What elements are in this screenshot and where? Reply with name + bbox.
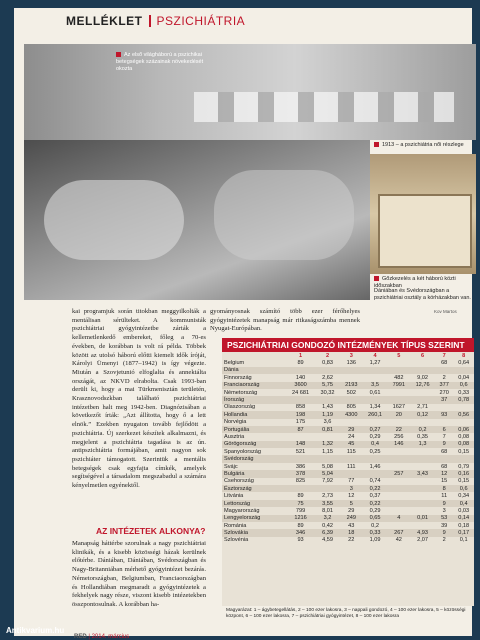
- value-cell: [387, 448, 410, 455]
- table-row: [222, 485, 474, 492]
- value-cell: 256: [394, 433, 404, 440]
- value-cell: [410, 463, 435, 470]
- table-row: [222, 441, 474, 448]
- value-cell: 346: [286, 529, 315, 536]
- table-header-cell: 6: [421, 352, 425, 359]
- value-cell: 93: [435, 411, 453, 418]
- value-cell: 24: [348, 433, 355, 440]
- value-cell: 0,74: [369, 478, 381, 485]
- value-cell: 0,33: [458, 389, 470, 396]
- value-cell: [286, 485, 315, 492]
- value-cell: 115: [346, 448, 356, 455]
- value-cell: 2193: [340, 382, 363, 389]
- value-cell: 89: [297, 522, 304, 529]
- country-cell: Németország: [224, 389, 258, 396]
- value-cell: 39: [441, 522, 448, 529]
- value-cell: [286, 396, 315, 403]
- table-row: [222, 500, 474, 507]
- table-row: [222, 455, 474, 462]
- value-cell: 0,6: [453, 382, 474, 389]
- table-row: [222, 382, 474, 389]
- value-cell: 0,6: [453, 485, 474, 492]
- value-cell: 4,93: [410, 529, 435, 536]
- value-cell: [453, 419, 474, 426]
- value-cell: 2: [442, 374, 446, 381]
- country-cell: Olaszország: [224, 404, 256, 411]
- table-row: [222, 374, 474, 381]
- value-cell: 2,73: [322, 493, 333, 500]
- value-cell: [340, 396, 363, 403]
- table-header-cell: 2: [325, 352, 330, 359]
- value-cell: 386: [295, 463, 306, 470]
- value-cell: 9: [435, 500, 453, 507]
- value-cell: 3,2: [315, 515, 340, 522]
- table-row: [222, 522, 474, 529]
- value-cell: 377: [435, 382, 453, 389]
- data-table: [222, 352, 474, 544]
- table-note: Magyarázat: 1 – ágybetegellátás, 2 – 100 ezer lakosra, 3 – nappali gondozó, 4 – 100 ezer lakosra, 5 – közösségi központ, 6 – 100 ezer lakosra, 7 – pszichiátriai gyógyintézet, 8 – 100 ezer lakosra: [226, 608, 466, 619]
- table-row: [222, 515, 474, 522]
- country-cell: Portugália: [222, 426, 286, 433]
- value-cell: [387, 507, 410, 514]
- value-cell: 5,75: [315, 382, 340, 389]
- country-cell: Lengyelország: [222, 515, 286, 522]
- value-cell: 1,09: [369, 537, 381, 544]
- table-row: [222, 507, 474, 514]
- value-cell: 3: [442, 507, 446, 514]
- value-cell: [410, 359, 435, 366]
- value-cell: [387, 389, 410, 396]
- value-cell: [387, 419, 410, 426]
- table-row: [222, 537, 474, 544]
- value-cell: 18: [340, 529, 363, 536]
- value-cell: [410, 522, 435, 529]
- table-row: [222, 396, 474, 403]
- value-cell: [387, 500, 410, 507]
- value-cell: [453, 367, 474, 374]
- value-cell: [363, 470, 388, 477]
- photo-steam-treatment: [370, 154, 476, 274]
- value-cell: 0,34: [458, 493, 470, 500]
- table-title: PSZICHIÁTRIAI GONDOZÓ INTÉZMÉNYEK TÍPUS SZERINT: [222, 338, 474, 352]
- value-cell: 4,59: [322, 537, 333, 544]
- table-row: [222, 411, 474, 418]
- value-cell: 4300: [340, 411, 363, 418]
- topic-label: PSZICHIÁTRIA: [156, 14, 246, 28]
- country-cell: Svédország: [222, 455, 286, 462]
- value-cell: 68: [441, 360, 448, 367]
- value-cell: 136: [346, 360, 356, 367]
- value-cell: 6: [435, 426, 453, 433]
- value-cell: [410, 367, 435, 374]
- value-cell: 3,55: [315, 500, 340, 507]
- value-cell: 825: [295, 478, 306, 485]
- country-cell: Görögország: [222, 441, 286, 448]
- value-cell: 8,01: [322, 507, 333, 514]
- value-cell: 0,01: [410, 515, 435, 522]
- value-cell: 0,4: [363, 441, 388, 448]
- value-cell: 89: [297, 360, 304, 367]
- table-row: [222, 367, 474, 374]
- value-cell: [387, 522, 410, 529]
- value-cell: 0,17: [453, 529, 474, 536]
- value-cell: 89: [297, 493, 304, 500]
- value-cell: 12,76: [410, 382, 435, 389]
- value-cell: [363, 396, 388, 403]
- value-cell: 22: [387, 426, 410, 433]
- value-cell: 0,15: [458, 448, 470, 455]
- value-cell: [363, 367, 388, 374]
- header-divider: [149, 15, 151, 27]
- value-cell: 0,56: [453, 411, 474, 418]
- value-cell: 1,46: [369, 463, 381, 470]
- value-cell: [387, 478, 410, 485]
- value-cell: 1,32: [315, 441, 340, 448]
- value-cell: 1,27: [369, 360, 381, 367]
- value-cell: [410, 419, 435, 426]
- value-cell: 0,1: [459, 537, 468, 544]
- value-cell: 270: [439, 389, 449, 396]
- value-cell: 53: [435, 515, 453, 522]
- value-cell: [340, 470, 363, 477]
- value-cell: 9: [435, 529, 453, 536]
- value-cell: 198: [286, 411, 315, 418]
- value-cell: 175: [295, 419, 306, 426]
- value-cell: [410, 500, 435, 507]
- table-row: [222, 470, 474, 477]
- value-cell: 5: [340, 500, 363, 507]
- value-cell: 77: [348, 478, 355, 485]
- value-cell: [410, 485, 435, 492]
- country-cell: Litvánia: [224, 493, 244, 500]
- table-header-cell: 1: [299, 352, 303, 359]
- value-cell: 4: [387, 515, 410, 522]
- value-cell: 43: [348, 522, 355, 529]
- value-cell: [387, 463, 410, 470]
- value-cell: 2,62: [322, 374, 333, 381]
- value-cell: 37: [435, 396, 453, 403]
- photo-ward-nurses: [24, 44, 476, 140]
- value-cell: 0,12: [410, 411, 435, 418]
- value-cell: 140: [295, 374, 306, 381]
- value-cell: 0,25: [369, 448, 381, 455]
- value-cell: 3600: [286, 382, 315, 389]
- value-cell: 0,04: [458, 374, 470, 381]
- section-label: MELLÉKLET: [66, 14, 143, 28]
- value-cell: 799: [295, 507, 306, 514]
- table-header-cell: 8: [462, 352, 466, 359]
- value-cell: [340, 455, 363, 462]
- value-cell: 0,2: [371, 522, 379, 529]
- value-cell: [340, 374, 363, 381]
- value-cell: 378: [286, 470, 315, 477]
- value-cell: 0,03: [458, 507, 470, 514]
- value-cell: 146: [387, 441, 410, 448]
- value-cell: 20: [387, 411, 410, 418]
- value-cell: 1,19: [315, 411, 340, 418]
- country-cell: Finnország: [224, 374, 252, 381]
- value-cell: 0,08: [458, 433, 470, 440]
- page-footer: RED | 2014. március: [74, 634, 130, 640]
- country-cell: Magyarország: [224, 507, 260, 514]
- value-cell: 0,16: [453, 470, 474, 477]
- value-cell: 257: [387, 470, 410, 477]
- value-cell: 1,3: [410, 441, 435, 448]
- value-cell: [387, 455, 410, 462]
- article-text-left: kai programjuk során titokban meggyilkolták a mentálisan sérülteket. A kommunisták pszichiátriai gyógyintézetbe zárták a kellemetlenkedő embereket, főleg a 70-es években, de korábban is volt rá példa. Többek között az utolsó háború előtti kiemelt idők íróját, Károlyi Ümenyi (1877–1942) is így végezte. Miután a Szovjetunió elfoglalta és annektálta országát, az NKVD elrabolta. Csak 1993-ban derült ki, hogy a mai Türkmenisztán területén, Krasznovodszkban található pszichiátriai intézetben halt meg 1942-ben. Diagnózisában a következőt írták: „Azt állította, hogy ő a lett elnök.” Ezekben nyugaton tovább fejlődött a pszichiátria. Új szerkezet készítek alkalmazni, és megjelent a pszichiátria tagadása is az ún. antipszichiátria formájában, amit nagyon sok pszichiáter támogatott. Szerintük a mentális betegségek csak egyfajta címkék, amelyek segítségével a társadalom megszabadul a számára kényelmetlen egyénektől.: [72, 308, 206, 490]
- value-cell: 502: [346, 389, 356, 396]
- value-cell: [286, 367, 315, 374]
- country-cell: Belgium: [224, 360, 245, 367]
- value-cell: [387, 359, 410, 366]
- value-cell: [435, 367, 453, 374]
- country-cell: Franciaország: [222, 382, 286, 389]
- value-cell: [435, 455, 453, 462]
- value-cell: 3: [340, 485, 363, 492]
- value-cell: 7,92: [322, 478, 333, 485]
- country-cell: Hollandia: [222, 411, 286, 418]
- value-cell: 260,1: [363, 411, 388, 418]
- table-header-cell: [222, 352, 286, 359]
- value-cell: 0,61: [369, 389, 381, 396]
- value-cell: 1,15: [322, 448, 333, 455]
- value-cell: [410, 396, 435, 403]
- value-cell: 0,29: [369, 507, 381, 514]
- value-cell: [315, 455, 340, 462]
- institutions-table: [222, 338, 474, 606]
- table-body: [222, 359, 474, 544]
- value-cell: [410, 448, 435, 455]
- value-cell: 29: [340, 426, 363, 433]
- table-row: [222, 404, 474, 411]
- value-cell: 0,64: [458, 360, 470, 367]
- table-row: [222, 359, 474, 366]
- value-cell: 805: [346, 404, 356, 411]
- value-cell: 45: [340, 441, 363, 448]
- value-cell: 75: [286, 500, 315, 507]
- value-cell: [387, 485, 410, 492]
- table-header-cell: 3: [349, 352, 353, 359]
- value-cell: [340, 367, 363, 374]
- value-cell: 2,07: [417, 537, 429, 544]
- value-cell: 5,04: [315, 470, 340, 477]
- value-cell: 0,78: [453, 396, 474, 403]
- value-cell: 0,42: [322, 522, 333, 529]
- value-cell: 249: [340, 515, 363, 522]
- value-cell: 0,08: [453, 441, 474, 448]
- value-cell: 0,33: [363, 529, 388, 536]
- value-cell: [387, 492, 410, 499]
- magazine-page: [14, 8, 472, 640]
- photo-patients-knitting: [24, 140, 370, 300]
- article-text-section: Manapság háttérbe szorulnak a nagy pszichiátriai klinikák, és a kisebb közösségi házak kerülnek előtérbe. Dániában, Dániában, Svédországban és Nagy-Britanniában mérhető gyógyintézet bezárás. Németországban, Belgiumban, Franciaországban és Hollandiában megmaradt a gyógyintézetek a fekhelyek nagy része, viszont kisebb intézetekben összpontosulnak. A korábban ha-: [72, 540, 206, 608]
- table-header-row: [222, 352, 474, 359]
- value-cell: [435, 419, 453, 426]
- value-cell: 8: [435, 485, 453, 492]
- photo-credit: Kov Martos: [434, 309, 457, 314]
- value-cell: 3,6: [323, 419, 332, 426]
- value-cell: [453, 455, 474, 462]
- value-cell: 68: [441, 448, 448, 455]
- value-cell: [410, 507, 435, 514]
- value-cell: 15: [441, 478, 448, 485]
- table-row: [222, 478, 474, 485]
- table-row: [222, 448, 474, 455]
- value-cell: 0,35: [417, 433, 429, 440]
- value-cell: 9,02: [417, 374, 429, 381]
- value-cell: [286, 455, 315, 462]
- value-cell: 12: [435, 470, 453, 477]
- value-cell: 0,2: [410, 426, 435, 433]
- value-cell: 1,34: [369, 404, 381, 411]
- caption-bottom: Gőzkezelés a két háború közti időszakban: [374, 276, 456, 289]
- value-cell: [363, 419, 388, 426]
- value-cell: [286, 433, 315, 440]
- value-cell: 0,22: [363, 500, 388, 507]
- country-cell: Spanyolország: [224, 448, 262, 455]
- value-cell: 11: [441, 493, 448, 500]
- article-text-right: gyományosnak számító több ezer férőhelyes gyógyintézetek manapság már ritkaságszámba mennek Nyugat-Európában.: [210, 308, 360, 333]
- value-cell: 68: [441, 463, 448, 470]
- value-cell: 24 681: [292, 389, 310, 396]
- country-cell: Szlovénia: [224, 537, 249, 544]
- table-header-cell: 4: [373, 352, 377, 359]
- value-cell: 148: [286, 441, 315, 448]
- table-header-cell: 5: [397, 352, 401, 359]
- table-row: [222, 433, 474, 440]
- country-cell: Bulgária: [222, 470, 286, 477]
- value-cell: 3,5: [363, 382, 388, 389]
- value-cell: 0,65: [363, 515, 388, 522]
- value-cell: 6,39: [315, 529, 340, 536]
- caption-small: 1913 – a pszichiátria női részlege: [374, 142, 474, 149]
- value-cell: 0,29: [369, 433, 381, 440]
- value-cell: 5,08: [322, 463, 333, 470]
- country-cell: Szlovákia: [222, 529, 286, 536]
- value-cell: 1627: [392, 404, 406, 411]
- table-row: [222, 492, 474, 499]
- value-cell: 1,43: [322, 404, 333, 411]
- watermark: Antikvarium.hu: [6, 626, 65, 635]
- value-cell: 42: [395, 537, 402, 544]
- value-cell: 3,43: [410, 470, 435, 477]
- country-cell: Svájc: [224, 463, 238, 470]
- value-cell: 111: [347, 463, 356, 470]
- value-cell: [410, 389, 435, 396]
- value-cell: 30,32: [320, 389, 335, 396]
- value-cell: 0,22: [363, 485, 388, 492]
- country-cell: Csehország: [224, 478, 254, 485]
- value-cell: 0,14: [453, 515, 474, 522]
- table-row: [222, 529, 474, 536]
- value-cell: 0,06: [453, 426, 474, 433]
- value-cell: 87: [286, 426, 315, 433]
- country-cell: Észtország: [222, 485, 286, 492]
- value-cell: [315, 433, 340, 440]
- value-cell: 22: [348, 537, 355, 544]
- value-cell: 7: [442, 433, 446, 440]
- value-cell: [410, 478, 435, 485]
- value-cell: 0,83: [322, 360, 333, 367]
- caption-bottom-extra: Dániában és Svédországban a pszichiátriai osztály a kórházakban van.: [374, 288, 471, 301]
- value-cell: [340, 419, 363, 426]
- value-cell: 0,37: [369, 493, 381, 500]
- value-cell: [387, 396, 410, 403]
- value-cell: 0,4: [453, 500, 474, 507]
- value-cell: 0,81: [315, 426, 340, 433]
- caption-top: Az első világháború a pszichikai betegségek százainak növekedését okozta: [116, 52, 204, 72]
- value-cell: 267: [387, 529, 410, 536]
- table-row: [222, 463, 474, 470]
- value-cell: [453, 404, 474, 411]
- value-cell: 0,79: [458, 463, 470, 470]
- value-cell: [435, 404, 453, 411]
- value-cell: 7991: [387, 382, 410, 389]
- value-cell: 93: [297, 537, 304, 544]
- country-cell: Lettország: [222, 500, 286, 507]
- value-cell: 482: [394, 374, 404, 381]
- page-header: [66, 10, 245, 32]
- value-cell: 9: [435, 441, 453, 448]
- value-cell: [363, 455, 388, 462]
- value-cell: 0,15: [458, 478, 470, 485]
- value-cell: [315, 396, 340, 403]
- value-cell: 1216: [286, 515, 315, 522]
- country-cell: Norvégia: [224, 419, 247, 426]
- value-cell: [387, 367, 410, 374]
- country-cell: Románia: [224, 522, 247, 529]
- table-row: [222, 419, 474, 426]
- value-cell: [410, 492, 435, 499]
- value-cell: 2: [442, 537, 446, 544]
- table-row: [222, 426, 474, 433]
- table-row: [222, 389, 474, 396]
- value-cell: 0,27: [363, 426, 388, 433]
- value-cell: 858: [295, 404, 306, 411]
- value-cell: 2,71: [417, 404, 429, 411]
- value-cell: 29: [348, 507, 355, 514]
- value-cell: [315, 367, 340, 374]
- value-cell: [410, 455, 435, 462]
- value-cell: 12: [348, 493, 355, 500]
- table-header-cell: 7: [442, 352, 446, 359]
- value-cell: [363, 374, 388, 381]
- value-cell: 0,18: [458, 522, 470, 529]
- section-heading: AZ INTÉZETEK ALKONYA?: [96, 526, 206, 536]
- country-cell: Írország: [222, 396, 286, 403]
- country-cell: Dánia: [222, 367, 286, 374]
- country-cell: Ausztria: [224, 433, 245, 440]
- value-cell: [315, 485, 340, 492]
- value-cell: 521: [295, 448, 306, 455]
